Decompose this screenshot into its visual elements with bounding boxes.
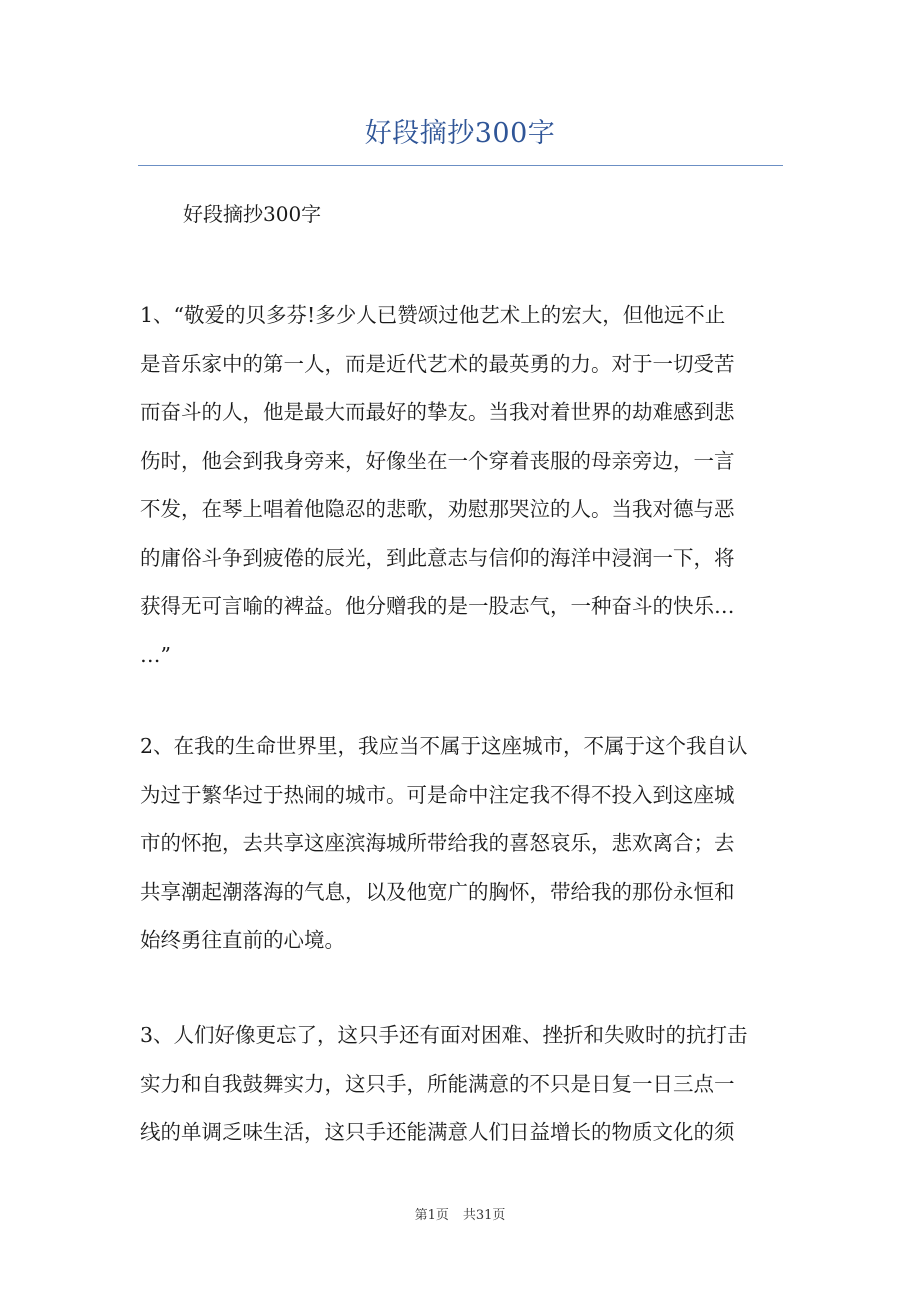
paragraph-line: 始终勇往直前的心境。 (140, 928, 345, 952)
paragraph-line: 市的怀抱，去共享这座滨海城所带给我的喜怒哀乐，悲欢离合；去 (140, 831, 735, 855)
page-footer (0, 1206, 920, 1226)
paragraph-line: 伤时，他会到我身旁来，好像坐在一个穿着丧服的母亲旁边，一言 (140, 448, 735, 473)
paragraph-line: 2、在我的生命世界里，我应当不属于这座城市，不属于这个我自认 (140, 734, 748, 758)
page-title: 好段摘抄300字 (364, 118, 556, 149)
page-total: 共31页 (462, 1208, 506, 1223)
paragraph-line: 获得无可言喻的裨益。他分赠我的是一股志气，一种奋斗的快乐… (140, 594, 735, 618)
paragraph-line: …” (140, 642, 171, 667)
paragraph-1 (140, 291, 780, 679)
page-number: 第1页 (414, 1208, 449, 1223)
paragraph-line: 共享潮起潮落海的气息，以及他宽广的胸怀，带给我的那份永恒和 (140, 879, 735, 904)
paragraph-line: 是音乐家中的第一人，而是近代艺术的最英勇的力。对于一切受苦 (140, 351, 735, 376)
paragraph-line: 实力和自我鼓舞实力，这只手，所能满意的不只是日复一日三点一 (140, 1071, 735, 1096)
document-subtitle: 好段摘抄300字 (183, 202, 322, 226)
paragraph-line: 为过于繁华过于热闹的城市。可是命中注定我不得不投入到这座城 (140, 782, 735, 807)
title-underline (138, 165, 783, 166)
paragraph-2 (140, 722, 780, 965)
paragraph-line: 线的单调乏味生活，这只手还能满意人们日益增长的物质文化的须 (140, 1120, 735, 1144)
paragraph-line: 3、人们好像更忘了，这只手还有面对困难、挫折和失败时的抗打击 (140, 1023, 748, 1047)
paragraph-line: 不发，在琴上唱着他隐忍的悲歌，劝慰那哭泣的人。当我对德与恶 (140, 497, 735, 521)
paragraph-line: 而奋斗的人，他是最大而最好的挚友。当我对着世界的劫难感到悲 (140, 400, 735, 424)
paragraph-line: 的庸俗斗争到疲倦的辰光，到此意志与信仰的海洋中浸润一下，将 (140, 545, 735, 570)
paragraph-line: 1、“敬爱的贝多芬!多少人已赞颂过他艺术上的宏大，但他远不止 (140, 303, 726, 327)
paragraph-3 (140, 1011, 780, 1157)
